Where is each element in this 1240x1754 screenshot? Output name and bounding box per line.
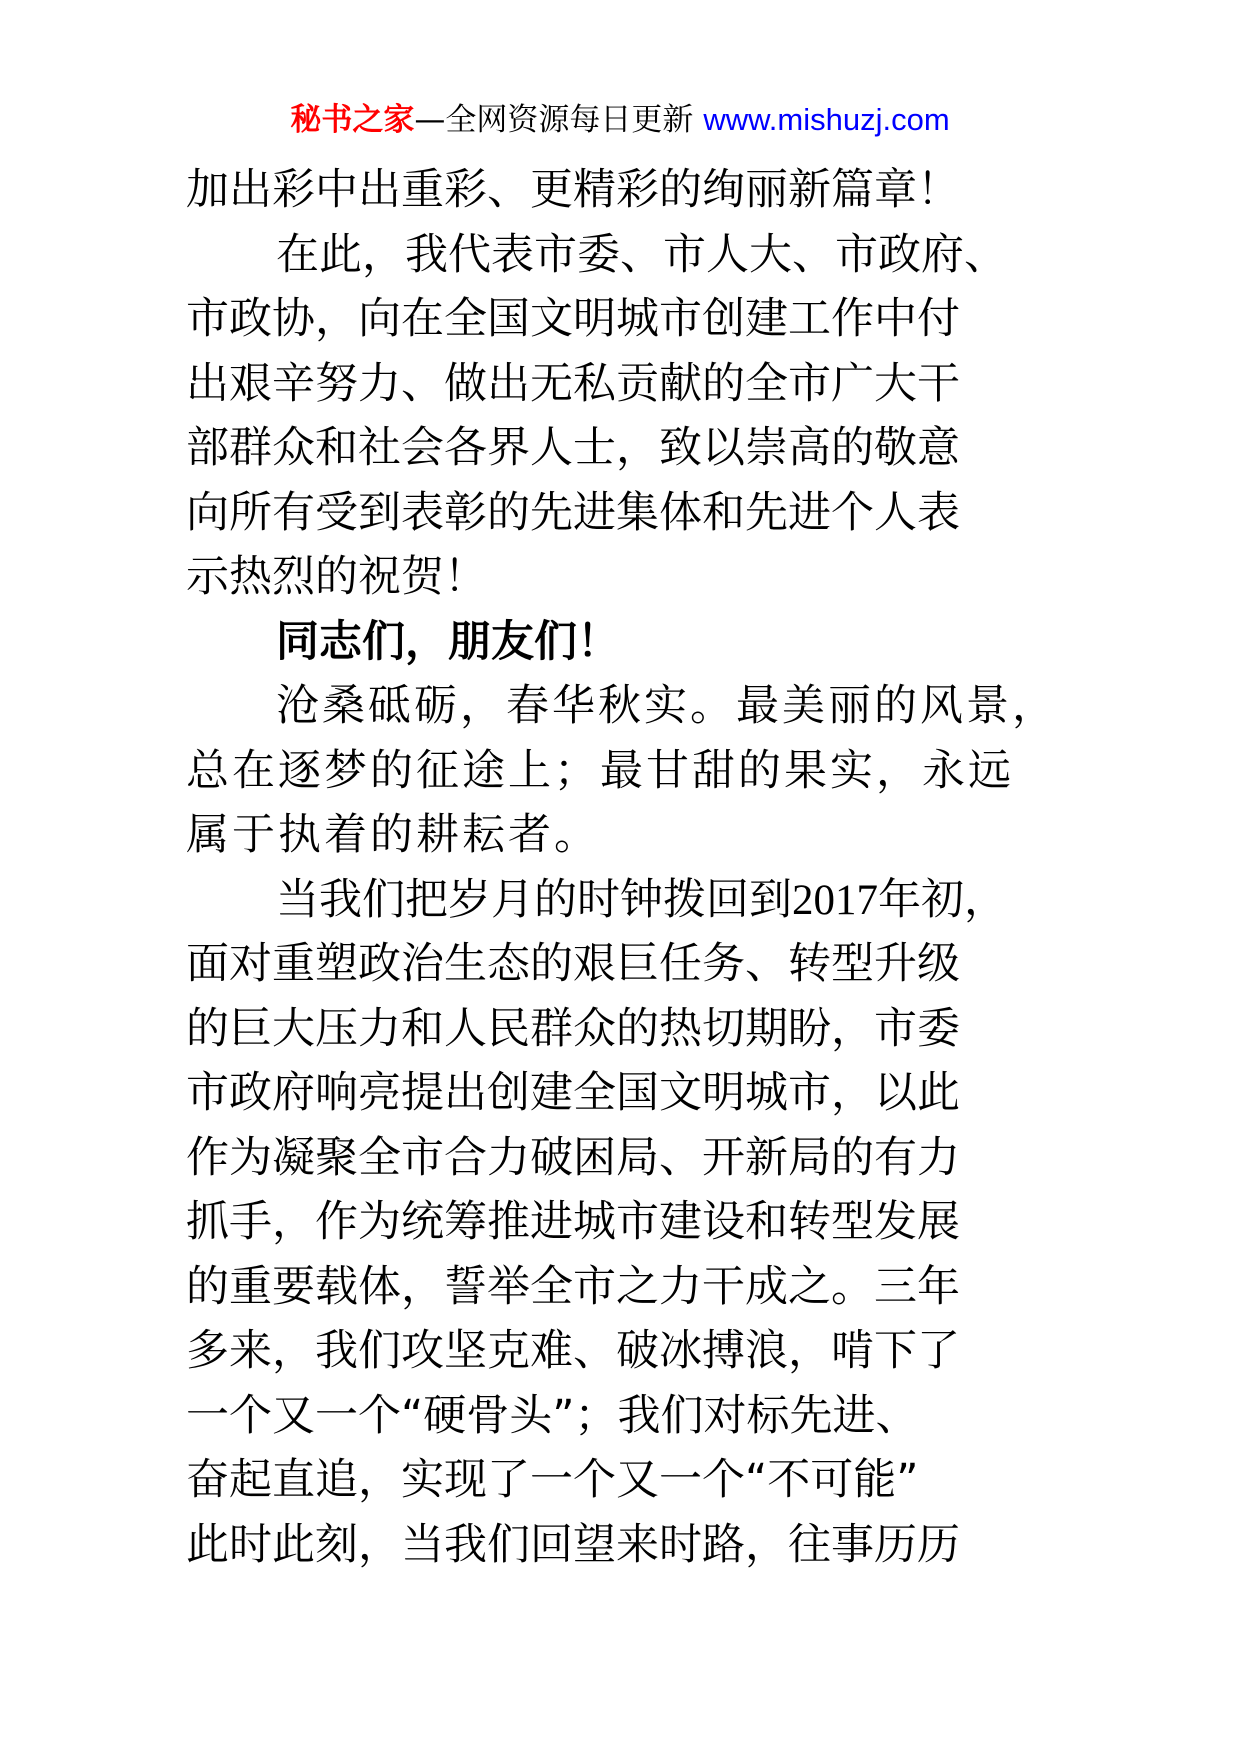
salutation-heading: 同志们，朋友们！ [276, 616, 620, 667]
text-line: 出艰辛努力、做出无私贡献的全市广大干 [186, 358, 960, 409]
text-line: 作为凝聚全市合力破困局、开新局的有力 [186, 1132, 960, 1183]
text-line: 示热烈的祝贺！ [186, 552, 487, 602]
text-line: 属于执着的耕耘者。 [186, 810, 600, 860]
page-header [0, 98, 1240, 142]
text-line: 的巨大压力和人民群众的热切期盼，市委 [186, 1003, 960, 1054]
text-line: 一个又一个“硬骨头”；我们对标先进、 [186, 1390, 919, 1441]
year-number: 2017 [792, 876, 878, 924]
paragraph-start: 沧桑砥砺，春华秋实。最美丽的风景， [276, 681, 1058, 731]
text-line: 此时此刻，当我们回望来时路，往事历历 [186, 1519, 960, 1570]
text-line: 加出彩中出重彩、更精彩的绚丽新篇章！ [186, 165, 960, 215]
text-line: 总在逐梦的征途上；最甘甜的果实，永远 [186, 745, 1014, 796]
brand-name: 秘书之家 [290, 102, 415, 138]
text-line: 向所有受到表彰的先进集体和先进个人表 [186, 487, 960, 538]
text-line: 面对重塑政治生态的艰巨任务、转型升级 [186, 939, 960, 989]
text-line: 市政府响亮提出创建全国文明城市，以此 [186, 1068, 960, 1118]
text-line: 抓手，作为统筹推进城市建设和转型发展 [186, 1197, 960, 1247]
text-line: 多来，我们攻坚克难、破冰搏浪，啃下了 [186, 1326, 960, 1376]
document-body [186, 158, 1086, 1577]
header-slogan: —全网资源每日更新 [414, 102, 694, 138]
website-link[interactable]: www.mishuzj.com [703, 102, 950, 137]
text-segment: 年初， [878, 874, 1007, 925]
text-segment: 当我们把岁月的时钟拨回到 [276, 874, 792, 925]
paragraph-start: 在此，我代表市委、市人大、市政府、 [276, 229, 1007, 280]
text-line: 奋起直追，实现了一个又一个“不可能” [186, 1455, 919, 1505]
text-line: 部群众和社会各界人士，致以崇高的敬意 [186, 423, 960, 473]
text-line: 市政协，向在全国文明城市创建工作中付 [186, 294, 960, 344]
paragraph-start [186, 868, 1086, 933]
text-line: 的重要载体，誓举全市之力干成之。三年 [186, 1261, 960, 1312]
